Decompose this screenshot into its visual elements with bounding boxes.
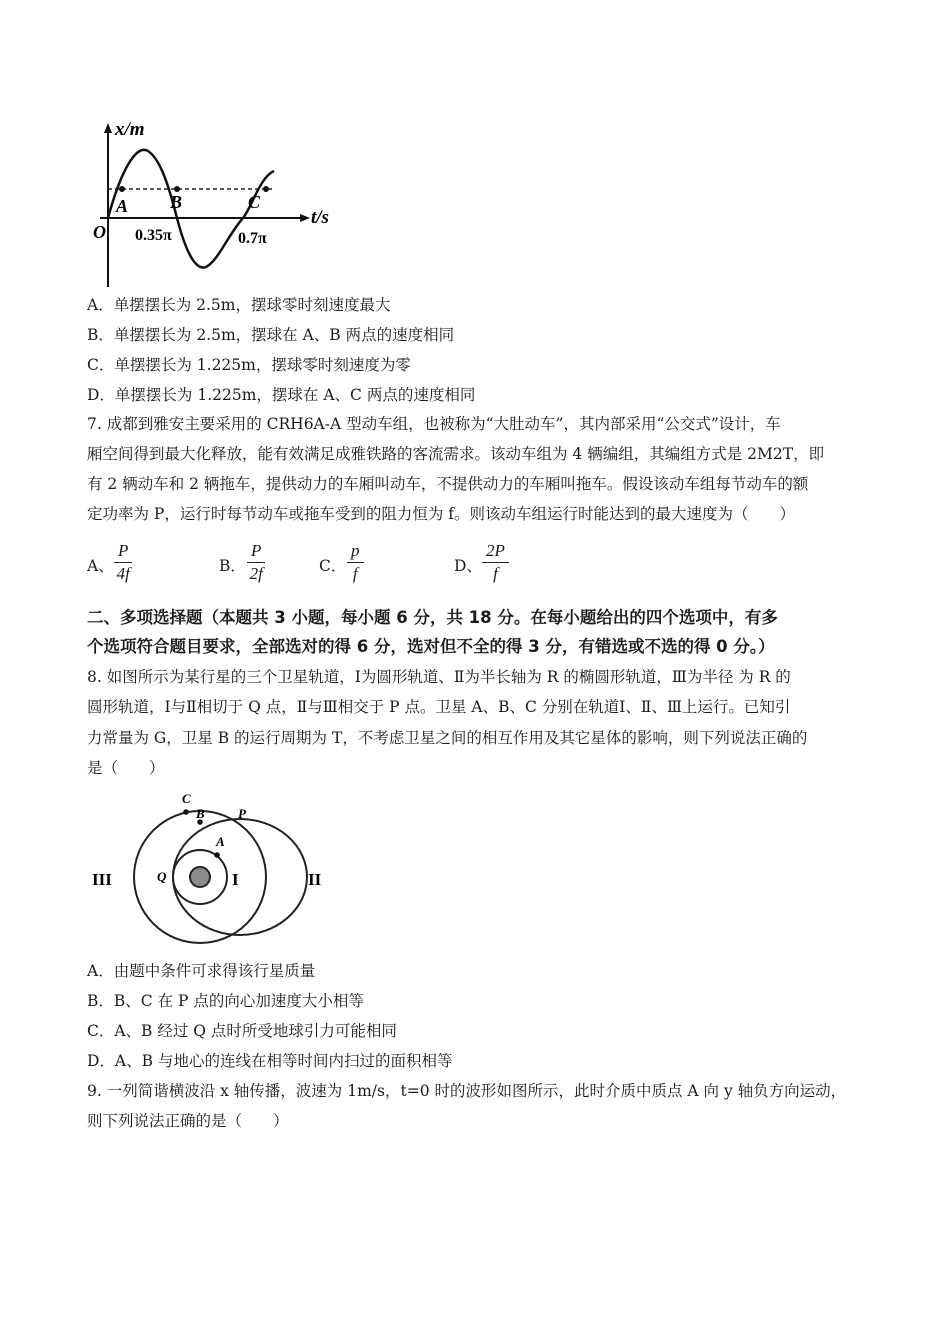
point-a-label: A: [116, 196, 129, 216]
planet: [190, 867, 210, 887]
satellite-c-dot: [183, 809, 189, 815]
point-q-label: Q: [157, 869, 167, 884]
q7-option-d-denominator: f: [493, 564, 498, 583]
tick-label-1: 0.35π: [135, 227, 172, 244]
q7-option-d-fraction: [482, 540, 509, 585]
q7-option-a-label: A、: [87, 557, 114, 575]
satellite-a-dot: [214, 852, 220, 858]
q8-line-3: 力常量为 G，卫星 B 的运行周期为 T，不考虑卫星之间的相互作用及其它星体的影响，则下列说法正确的: [87, 729, 808, 747]
q7-option-d-numerator: 2P: [482, 540, 509, 563]
q8-option-c: C．A、B 经过 Q 点时所受地球引力可能相同: [87, 1022, 397, 1040]
q7-option-b-numerator: P: [247, 540, 265, 563]
origin-label: O: [93, 222, 106, 242]
q7-option-a-fraction: [114, 540, 132, 585]
q8-option-b: B．B、C 在 P 点的向心加速度大小相等: [87, 992, 364, 1010]
section2-heading-line-2: 个选项符合题目要求，全部选对的得 6 分，选对但不全的得 3 分，有错选或不选的得 0 分。）: [87, 637, 775, 656]
point-p-label: P: [238, 806, 246, 821]
oscillation-graph: [88, 115, 348, 293]
q7-option-b-denominator: 2f: [249, 564, 263, 583]
q7-line-1: 7. 成都到雅安主要采用的 CRH6A-A 型动车组，也被称为“大肚动车”，其内部采用“公交式”设计，车: [87, 415, 781, 433]
q9-line-2: 则下列说法正确的是（ ）: [87, 1112, 289, 1130]
q6-option-c: C．单摆摆长为 1.225m，摆球零时刻速度为零: [87, 356, 411, 374]
orbit-i-label: I: [232, 870, 239, 889]
y-axis-label: x/m: [115, 119, 145, 140]
point-b-label: B: [170, 192, 183, 212]
q7-option-c-fraction: [347, 540, 364, 585]
orbit-ii-label: II: [308, 870, 322, 889]
section2-heading-line-1: 二、多项选择题（本题共 3 小题，每小题 6 分，共 18 分。在每小题给出的四个选项中，有多: [87, 608, 778, 627]
q8-option-a: A．由题中条件可求得该行星质量: [87, 962, 316, 980]
satellite-a-label: A: [216, 834, 225, 849]
q7-line-3: 有 2 辆动车和 2 辆拖车，提供动力的车厢叫动车，不提供动力的车厢叫拖车。假设该动车组每节动车的额: [87, 475, 809, 493]
x-axis-arrow: [300, 214, 310, 222]
q7-option-a-denominator: 4f: [116, 564, 130, 583]
q7-option-d-label: D、: [454, 557, 482, 575]
q7-option-b-label: B．: [219, 557, 246, 575]
q7-line-2: 厢空间得到最大化释放，能有效满足成雅铁路的客流需求。该动车组为 4 辆编组，其编组方式是 2M2T，即: [87, 445, 825, 463]
q7-option-a-numerator: P: [114, 540, 132, 563]
q6-option-a: A．单摆摆长为 2.5m，摆球零时刻速度最大: [87, 296, 391, 314]
q7-option-c-label: C．: [319, 557, 347, 575]
orbit-iii-label: III: [92, 870, 112, 889]
q8-line-1: 8. 如图所示为某行星的三个卫星轨道，Ⅰ为圆形轨道、Ⅱ为半长轴为 R 的椭圆形轨道，Ⅲ为半径 为 R 的: [87, 668, 791, 686]
satellite-c-label: C: [182, 791, 191, 806]
q6-option-b: B．单摆摆长为 2.5m，摆球在 A、B 两点的速度相同: [87, 326, 455, 344]
tick-label-2: 0.7π: [238, 230, 267, 247]
q7-line-4: 定功率为 P，运行时每节动车或拖车受到的阻力恒为 f。则该动车组运行时能达到的最大速度为（ ）: [87, 505, 796, 523]
point-a-dot: [119, 186, 125, 192]
x-axis-label: t/s: [311, 207, 329, 228]
satellite-b-label: B: [196, 806, 205, 821]
y-axis-arrow: [104, 123, 112, 133]
orbit-diagram: [88, 785, 348, 955]
q7-option-b-fraction: [247, 540, 265, 585]
q9-line-1: 9. 一列简谐横波沿 x 轴传播，波速为 1m/s，t=0 时的波形如图所示，此时介质中质点 A 向 y 轴负方向运动，: [87, 1082, 847, 1100]
point-c-dot: [263, 186, 269, 192]
q8-option-d: D．A、B 与地心的连线在相等时间内扫过的面积相等: [87, 1052, 453, 1070]
point-c-label: C: [248, 192, 261, 212]
q6-option-d: D．单摆摆长为 1.225m，摆球在 A、C 两点的速度相同: [87, 386, 476, 404]
q8-line-2: 圆形轨道，Ⅰ与Ⅱ相切于 Q 点，Ⅱ与Ⅲ相交于 P 点。卫星 A、B、C 分别在轨道Ⅰ、Ⅱ、Ⅲ上运行。已知引: [87, 698, 791, 716]
q8-line-4: 是（ ）: [87, 759, 165, 777]
q7-option-c-numerator: p: [347, 540, 364, 563]
q7-option-c-denominator: f: [352, 564, 358, 583]
